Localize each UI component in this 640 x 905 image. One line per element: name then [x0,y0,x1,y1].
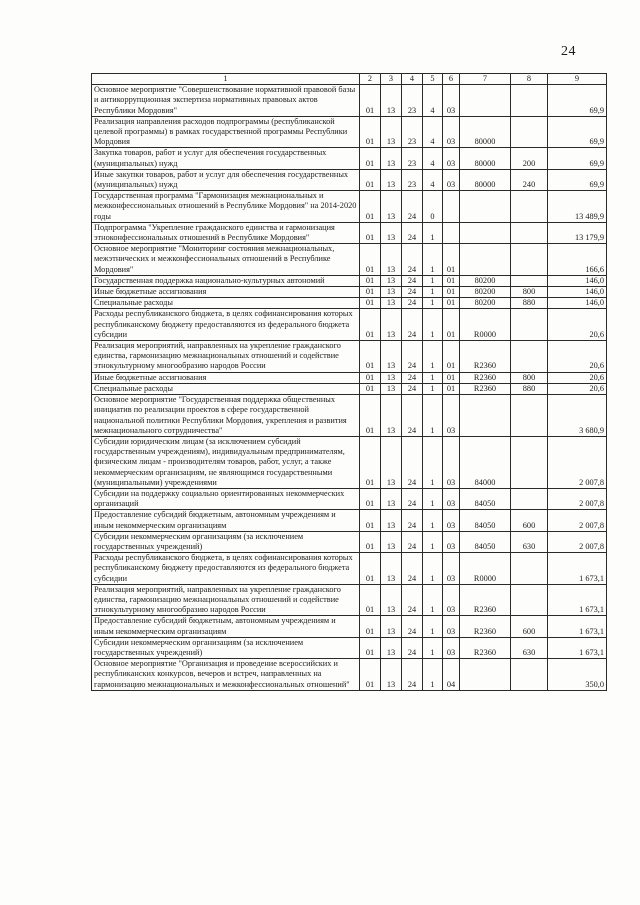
budget-table [91,73,607,691]
table-body [92,85,607,691]
code-subprogram: 1 [423,488,443,509]
table-row [92,531,607,552]
header-cell: 5 [423,74,443,85]
code-expense-type: 800 [511,372,548,383]
table-row [92,395,607,437]
table-row [92,341,607,373]
code-expense-type: 880 [511,298,548,309]
code-subprogram: 1 [423,341,443,373]
code-section: 01 [360,553,381,585]
code-program: 24 [402,309,423,341]
row-amount: 2 007,8 [548,488,607,509]
row-amount: 1 673,1 [548,616,607,637]
code-subprogram: 1 [423,436,443,488]
code-expense-type: 600 [511,616,548,637]
table-row [92,436,607,488]
row-amount: 20,6 [548,383,607,394]
code-direction: 84000 [460,436,511,488]
code-subprogram: 1 [423,309,443,341]
code-subsection: 13 [381,275,402,286]
code-subprogram: 4 [423,148,443,169]
code-program: 24 [402,383,423,394]
row-amount: 20,6 [548,309,607,341]
row-amount: 146,0 [548,287,607,298]
code-direction: R2360 [460,616,511,637]
row-amount: 2 007,8 [548,436,607,488]
code-subprogram: 1 [423,275,443,286]
code-subprogram: 1 [423,287,443,298]
code-subprogram: 1 [423,531,443,552]
header-cell: 3 [381,74,402,85]
row-amount: 69,9 [548,116,607,148]
code-expense-type [511,116,548,148]
row-name: Специальные расходы [92,298,360,309]
code-program: 24 [402,659,423,691]
code-program: 24 [402,531,423,552]
code-program: 24 [402,222,423,243]
table-row [92,488,607,509]
table-row [92,659,607,691]
code-expense-type [511,488,548,509]
code-direction: 80200 [460,298,511,309]
code-program: 24 [402,372,423,383]
code-event: 03 [443,148,460,169]
code-event: 04 [443,659,460,691]
header-cell: 4 [402,74,423,85]
code-program: 24 [402,287,423,298]
code-subsection: 13 [381,309,402,341]
code-program: 24 [402,341,423,373]
code-subsection: 13 [381,616,402,637]
code-direction [460,85,511,117]
code-subsection: 13 [381,287,402,298]
code-section: 01 [360,395,381,437]
row-name: Государственная поддержка национально-культурных автономий [92,275,360,286]
code-program: 23 [402,116,423,148]
code-event: 03 [443,85,460,117]
code-direction: 80000 [460,169,511,190]
row-amount: 3 680,9 [548,395,607,437]
code-direction: R2360 [460,383,511,394]
code-event [443,222,460,243]
code-event: 01 [443,372,460,383]
code-subsection: 13 [381,85,402,117]
code-section: 01 [360,383,381,394]
code-expense-type [511,659,548,691]
row-name: Реализация мероприятий, направленных на укрепление гражданского единства, гармонизацию межнациональных отношений и содействие этнокультурному многообразию народов России [92,584,360,616]
code-subsection: 13 [381,584,402,616]
code-section: 01 [360,169,381,190]
code-expense-type [511,222,548,243]
code-expense-type: 630 [511,531,548,552]
table-row [92,116,607,148]
code-section: 01 [360,584,381,616]
row-name: Предоставление субсидий бюджетным, автономным учреждениям и иным некоммерческим организациям [92,510,360,531]
code-program: 24 [402,298,423,309]
code-subprogram: 1 [423,510,443,531]
code-direction: 84050 [460,510,511,531]
page-number: 24 [561,44,576,59]
code-subsection: 13 [381,637,402,658]
row-amount: 350,0 [548,659,607,691]
table-row [92,584,607,616]
row-name: Основное мероприятие "Государственная поддержка общественных инициатив по реализации проектов в сфере государственной национальной политики Республики Мордовия, укрепления и развития межнационального сотрудничества" [92,395,360,437]
code-subprogram: 1 [423,222,443,243]
code-subprogram: 1 [423,383,443,394]
code-subsection: 13 [381,341,402,373]
table-row [92,85,607,117]
header-cell: 8 [511,74,548,85]
row-name: Закупка товаров, работ и услуг для обеспечения государственных (муниципальных) нужд [92,148,360,169]
row-name: Субсидии юридическим лицам (за исключением субсидий государственным учреждениям), индивидуальным предпринимателям, физическим лицам - производителям товаров, работ, услуг, а также некоммерческим организациям, не являющимся государственными (муниципальными) учреждениями [92,436,360,488]
code-section: 01 [360,148,381,169]
code-direction: 80200 [460,275,511,286]
code-expense-type [511,244,548,276]
code-section: 01 [360,222,381,243]
code-direction: R0000 [460,553,511,585]
code-event: 03 [443,488,460,509]
code-subsection: 13 [381,510,402,531]
table-row [92,298,607,309]
code-expense-type [511,436,548,488]
code-subsection: 13 [381,372,402,383]
row-amount: 20,6 [548,372,607,383]
table-row [92,309,607,341]
row-amount: 2 007,8 [548,510,607,531]
code-event: 03 [443,169,460,190]
row-name: Реализация мероприятий, направленных на укрепление гражданского единства, гармонизацию межнациональных отношений и содействие этнокультурному многообразию народов России [92,341,360,373]
code-direction: R2360 [460,584,511,616]
code-section: 01 [360,244,381,276]
code-subprogram: 1 [423,584,443,616]
header-cell: 1 [92,74,360,85]
code-expense-type: 880 [511,383,548,394]
code-expense-type [511,553,548,585]
header-cell: 6 [443,74,460,85]
code-direction: R2360 [460,637,511,658]
row-amount: 166,6 [548,244,607,276]
row-amount: 1 673,1 [548,553,607,585]
code-event: 03 [443,510,460,531]
code-event: 03 [443,616,460,637]
code-expense-type [511,341,548,373]
code-event: 03 [443,584,460,616]
code-program: 24 [402,275,423,286]
row-amount: 13 179,9 [548,222,607,243]
table-row [92,637,607,658]
header-row [92,74,607,85]
code-event: 03 [443,531,460,552]
code-event: 01 [443,298,460,309]
code-direction: R2360 [460,341,511,373]
code-subsection: 13 [381,395,402,437]
table-row [92,222,607,243]
header-cell: 7 [460,74,511,85]
row-name: Иные бюджетные ассигнования [92,372,360,383]
row-name: Субсидии некоммерческим организациям (за исключением государственных учреждений) [92,531,360,552]
code-direction [460,659,511,691]
code-direction: R0000 [460,309,511,341]
table-row [92,169,607,190]
code-subprogram: 1 [423,298,443,309]
code-expense-type [511,191,548,223]
code-section: 01 [360,510,381,531]
code-section: 01 [360,531,381,552]
code-event: 03 [443,637,460,658]
code-direction [460,222,511,243]
code-section: 01 [360,116,381,148]
code-expense-type: 630 [511,637,548,658]
row-amount: 2 007,8 [548,531,607,552]
code-program: 23 [402,148,423,169]
code-subsection: 13 [381,531,402,552]
code-event: 01 [443,244,460,276]
table-row [92,191,607,223]
code-direction [460,191,511,223]
code-subsection: 13 [381,191,402,223]
code-direction [460,244,511,276]
code-program: 24 [402,488,423,509]
code-event: 01 [443,287,460,298]
code-subsection: 13 [381,553,402,585]
code-program: 23 [402,85,423,117]
code-direction: 84050 [460,488,511,509]
code-expense-type [511,309,548,341]
code-subprogram: 1 [423,637,443,658]
code-expense-type [511,395,548,437]
row-name: Реализация направления расходов подпрограммы (республиканской целевой программы) в рамках государственной программы Республики Мордовия [92,116,360,148]
header-cell: 2 [360,74,381,85]
row-name: Государственная программа "Гармонизация межнациональных и межконфессиональных отношений в Республике Мордовия" на 2014-2020 годы [92,191,360,223]
row-name: Основное мероприятие "Мониторинг состояния межнациональных, межэтнических и межконфессиональных отношений в Республике Мордовия" [92,244,360,276]
row-amount: 69,9 [548,148,607,169]
code-section: 01 [360,275,381,286]
code-subsection: 13 [381,436,402,488]
row-name: Иные закупки товаров, работ и услуг для обеспечения государственных (муниципальных) нужд [92,169,360,190]
code-section: 01 [360,637,381,658]
code-subsection: 13 [381,383,402,394]
table-row [92,148,607,169]
code-section: 01 [360,436,381,488]
code-expense-type: 800 [511,287,548,298]
code-direction: 80200 [460,287,511,298]
code-subprogram: 1 [423,659,443,691]
row-amount: 13 489,9 [548,191,607,223]
code-section: 01 [360,85,381,117]
code-subprogram: 0 [423,191,443,223]
code-event: 01 [443,341,460,373]
code-section: 01 [360,309,381,341]
code-direction: 80000 [460,148,511,169]
code-event [443,191,460,223]
row-amount: 69,9 [548,85,607,117]
code-section: 01 [360,659,381,691]
code-event: 01 [443,275,460,286]
code-section: 01 [360,287,381,298]
code-event: 01 [443,383,460,394]
code-expense-type [511,584,548,616]
code-program: 24 [402,510,423,531]
code-program: 24 [402,616,423,637]
code-subsection: 13 [381,244,402,276]
code-direction: 84050 [460,531,511,552]
code-program: 24 [402,191,423,223]
code-section: 01 [360,488,381,509]
code-subsection: 13 [381,298,402,309]
code-event: 03 [443,116,460,148]
code-event: 03 [443,553,460,585]
row-name: Основное мероприятие "Совершенствование нормативной правовой базы и антикоррупционная экспертиза нормативных правовых актов Республики Мордовия" [92,85,360,117]
code-subsection: 13 [381,222,402,243]
code-subsection: 13 [381,169,402,190]
row-name: Расходы республиканского бюджета, в целях софинансирования которых республиканскому бюджету предоставляются из федерального бюджета субсидии [92,553,360,585]
code-subprogram: 4 [423,85,443,117]
row-name: Подпрограмма "Укрепление гражданского единства и гармонизация этноконфессиональных отношений в Республике Мордовия" [92,222,360,243]
table-row [92,275,607,286]
code-expense-type [511,275,548,286]
code-subprogram: 1 [423,553,443,585]
row-amount: 146,0 [548,275,607,286]
table-row [92,244,607,276]
row-amount: 1 673,1 [548,584,607,616]
code-expense-type: 200 [511,148,548,169]
row-name: Субсидии на поддержку социально ориентированных некоммерческих организаций [92,488,360,509]
code-subsection: 13 [381,488,402,509]
row-name: Специальные расходы [92,383,360,394]
code-section: 01 [360,298,381,309]
table-row [92,510,607,531]
code-section: 01 [360,341,381,373]
code-event: 03 [443,436,460,488]
row-amount: 69,9 [548,169,607,190]
row-name: Субсидии некоммерческим организациям (за исключением государственных учреждений) [92,637,360,658]
code-program: 24 [402,244,423,276]
code-section: 01 [360,191,381,223]
code-section: 01 [360,372,381,383]
code-subprogram: 1 [423,372,443,383]
code-subprogram: 4 [423,169,443,190]
code-subsection: 13 [381,659,402,691]
row-amount: 20,6 [548,341,607,373]
row-name: Основное мероприятие "Организация и проведение всероссийских и республиканских конкурсов, вечеров и встреч, направленных на гармонизацию межнациональных и межконфессиональных отношений" [92,659,360,691]
code-section: 01 [360,616,381,637]
code-subsection: 13 [381,116,402,148]
code-subprogram: 4 [423,116,443,148]
table-row [92,616,607,637]
code-subprogram: 1 [423,395,443,437]
code-subsection: 13 [381,148,402,169]
table-row [92,383,607,394]
code-direction: 80000 [460,116,511,148]
row-name: Расходы республиканского бюджета, в целях софинансирования которых республиканскому бюджету предоставляются из федерального бюджета субсидии [92,309,360,341]
code-program: 24 [402,584,423,616]
table-row [92,553,607,585]
code-program: 24 [402,436,423,488]
row-amount: 146,0 [548,298,607,309]
row-name: Предоставление субсидий бюджетным, автономным учреждениям и иным некоммерческим организациям [92,616,360,637]
code-event: 03 [443,395,460,437]
code-program: 24 [402,553,423,585]
row-amount: 1 673,1 [548,637,607,658]
code-expense-type: 240 [511,169,548,190]
table-row [92,287,607,298]
code-expense-type: 600 [511,510,548,531]
header-cell: 9 [548,74,607,85]
code-direction: R2360 [460,372,511,383]
code-subprogram: 1 [423,244,443,276]
table-row [92,372,607,383]
code-expense-type [511,85,548,117]
code-event: 01 [443,309,460,341]
code-program: 24 [402,395,423,437]
row-name: Иные бюджетные ассигнования [92,287,360,298]
code-program: 23 [402,169,423,190]
code-direction [460,395,511,437]
code-subprogram: 1 [423,616,443,637]
code-program: 24 [402,637,423,658]
